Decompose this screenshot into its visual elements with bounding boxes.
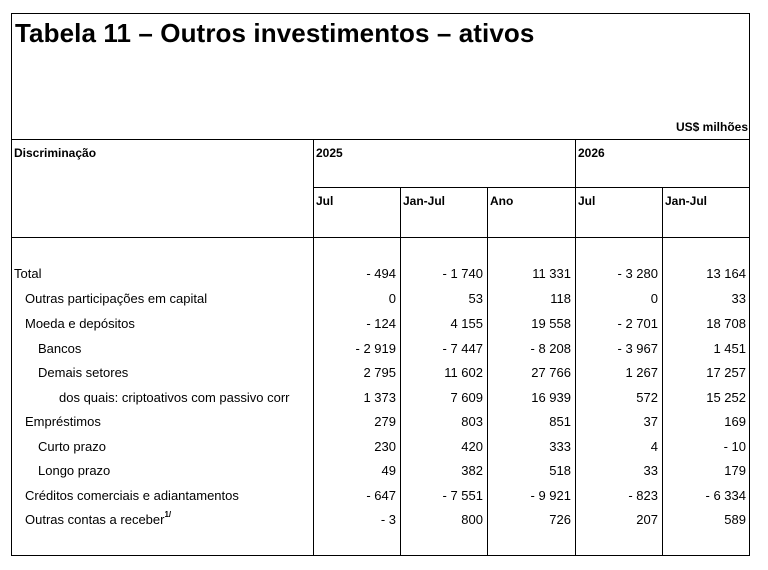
- cell-value: 851: [549, 414, 571, 429]
- row-label-criptoativos: dos quais: criptoativos com passivo corr: [59, 390, 290, 405]
- cell-value: 800: [461, 512, 483, 527]
- cell-value: 118: [550, 291, 571, 306]
- cell-value: 207: [636, 512, 658, 527]
- header-discriminacao: Discriminação: [14, 146, 97, 160]
- table-frame: [11, 13, 750, 556]
- cell-value: 179: [724, 463, 746, 478]
- cell-value: 279: [374, 414, 396, 429]
- cell-value: - 2 919: [355, 341, 396, 356]
- cell-value: - 3: [380, 512, 396, 527]
- cell-value: - 823: [628, 488, 658, 503]
- year-rule: [313, 187, 750, 188]
- cell-value: 4: [650, 439, 658, 454]
- cell-value: 11 602: [444, 365, 483, 380]
- cell-value: 7 609: [450, 390, 483, 405]
- cell-value: 230: [374, 439, 396, 454]
- cell-value: - 7 447: [442, 341, 483, 356]
- row-label-moeda-depositos: Moeda e depósitos: [25, 316, 135, 331]
- cell-value: - 494: [366, 266, 396, 281]
- header-year-2025: 2025: [316, 146, 343, 160]
- row-label-outras-contas-text: Outras contas a receber: [25, 512, 165, 527]
- cell-value: 420: [461, 439, 483, 454]
- col-divider-3: [487, 187, 488, 556]
- row-label-bancos: Bancos: [38, 341, 82, 356]
- cell-value: - 10: [723, 439, 746, 454]
- cell-value: - 9 921: [530, 488, 571, 503]
- row-label-outras-participacoes: Outras participações em capital: [25, 291, 208, 306]
- header-col-janjul-2026: Jan-Jul: [665, 194, 708, 208]
- row-label-demais-setores: Demais setores: [38, 365, 129, 380]
- cell-value: 169: [724, 414, 746, 429]
- cell-value: 518: [549, 463, 571, 478]
- cell-value: 11 331: [532, 266, 571, 281]
- row-label-outras-contas: [25, 512, 171, 527]
- cell-value: 49: [381, 463, 396, 478]
- cell-value: - 2 701: [617, 316, 658, 331]
- row-label-creditos-comerciais: Créditos comerciais e adiantamentos: [25, 488, 239, 503]
- header-col-jul-2026: Jul: [578, 194, 596, 208]
- cell-value: 27 766: [531, 365, 571, 380]
- cell-value: 382: [461, 463, 483, 478]
- col-divider-5: [662, 187, 663, 556]
- row-label-curto-prazo: Curto prazo: [38, 439, 106, 454]
- cell-value: - 8 208: [530, 341, 571, 356]
- cell-value: 1 451: [713, 341, 746, 356]
- cell-value: 333: [549, 439, 571, 454]
- header-bottom-rule: [11, 237, 750, 238]
- cell-value: 33: [643, 463, 658, 478]
- cell-value: 2 795: [363, 365, 396, 380]
- cell-value: 0: [388, 291, 396, 306]
- cell-value: 589: [724, 512, 746, 527]
- footnote-marker: 1/: [164, 510, 172, 519]
- cell-value: 33: [731, 291, 746, 306]
- cell-value: 16 939: [531, 390, 571, 405]
- cell-value: - 3 967: [617, 341, 658, 356]
- cell-value: 0: [650, 291, 658, 306]
- row-label-total: Total: [14, 266, 42, 281]
- cell-value: - 1 740: [442, 266, 483, 281]
- header-top-rule: [11, 139, 750, 140]
- row-label-emprestimos: Empréstimos: [25, 414, 101, 429]
- cell-value: 53: [468, 291, 483, 306]
- cell-value: - 7 551: [442, 488, 483, 503]
- cell-value: 15 252: [706, 390, 746, 405]
- cell-value: - 3 280: [617, 266, 658, 281]
- cell-value: - 124: [366, 316, 396, 331]
- cell-value: - 6 334: [705, 488, 746, 503]
- cell-value: - 647: [366, 488, 396, 503]
- cell-value: 13 164: [706, 266, 746, 281]
- cell-value: 1 267: [625, 365, 658, 380]
- cell-value: 19 558: [531, 316, 571, 331]
- row-label-longo-prazo: Longo prazo: [38, 463, 111, 478]
- header-year-2026: 2026: [578, 146, 605, 160]
- cell-value: 18 708: [706, 316, 746, 331]
- col-divider-2: [400, 187, 401, 556]
- header-col-jul-2025: Jul: [316, 194, 334, 208]
- cell-value: 572: [636, 390, 658, 405]
- unit-label: US$ milhões: [675, 120, 748, 134]
- cell-value: 17 257: [706, 365, 746, 380]
- header-col-ano-2025: Ano: [490, 194, 514, 208]
- cell-value: 37: [643, 414, 658, 429]
- cell-value: 803: [461, 414, 483, 429]
- header-col-janjul-2025: Jan-Jul: [403, 194, 446, 208]
- table-title: Tabela 11 – Outros investimentos – ativos: [15, 18, 535, 48]
- cell-value: 4 155: [450, 316, 483, 331]
- cell-value: 726: [549, 512, 571, 527]
- col-divider-4: [575, 139, 576, 556]
- col-divider-1: [313, 139, 314, 556]
- cell-value: 1 373: [363, 390, 396, 405]
